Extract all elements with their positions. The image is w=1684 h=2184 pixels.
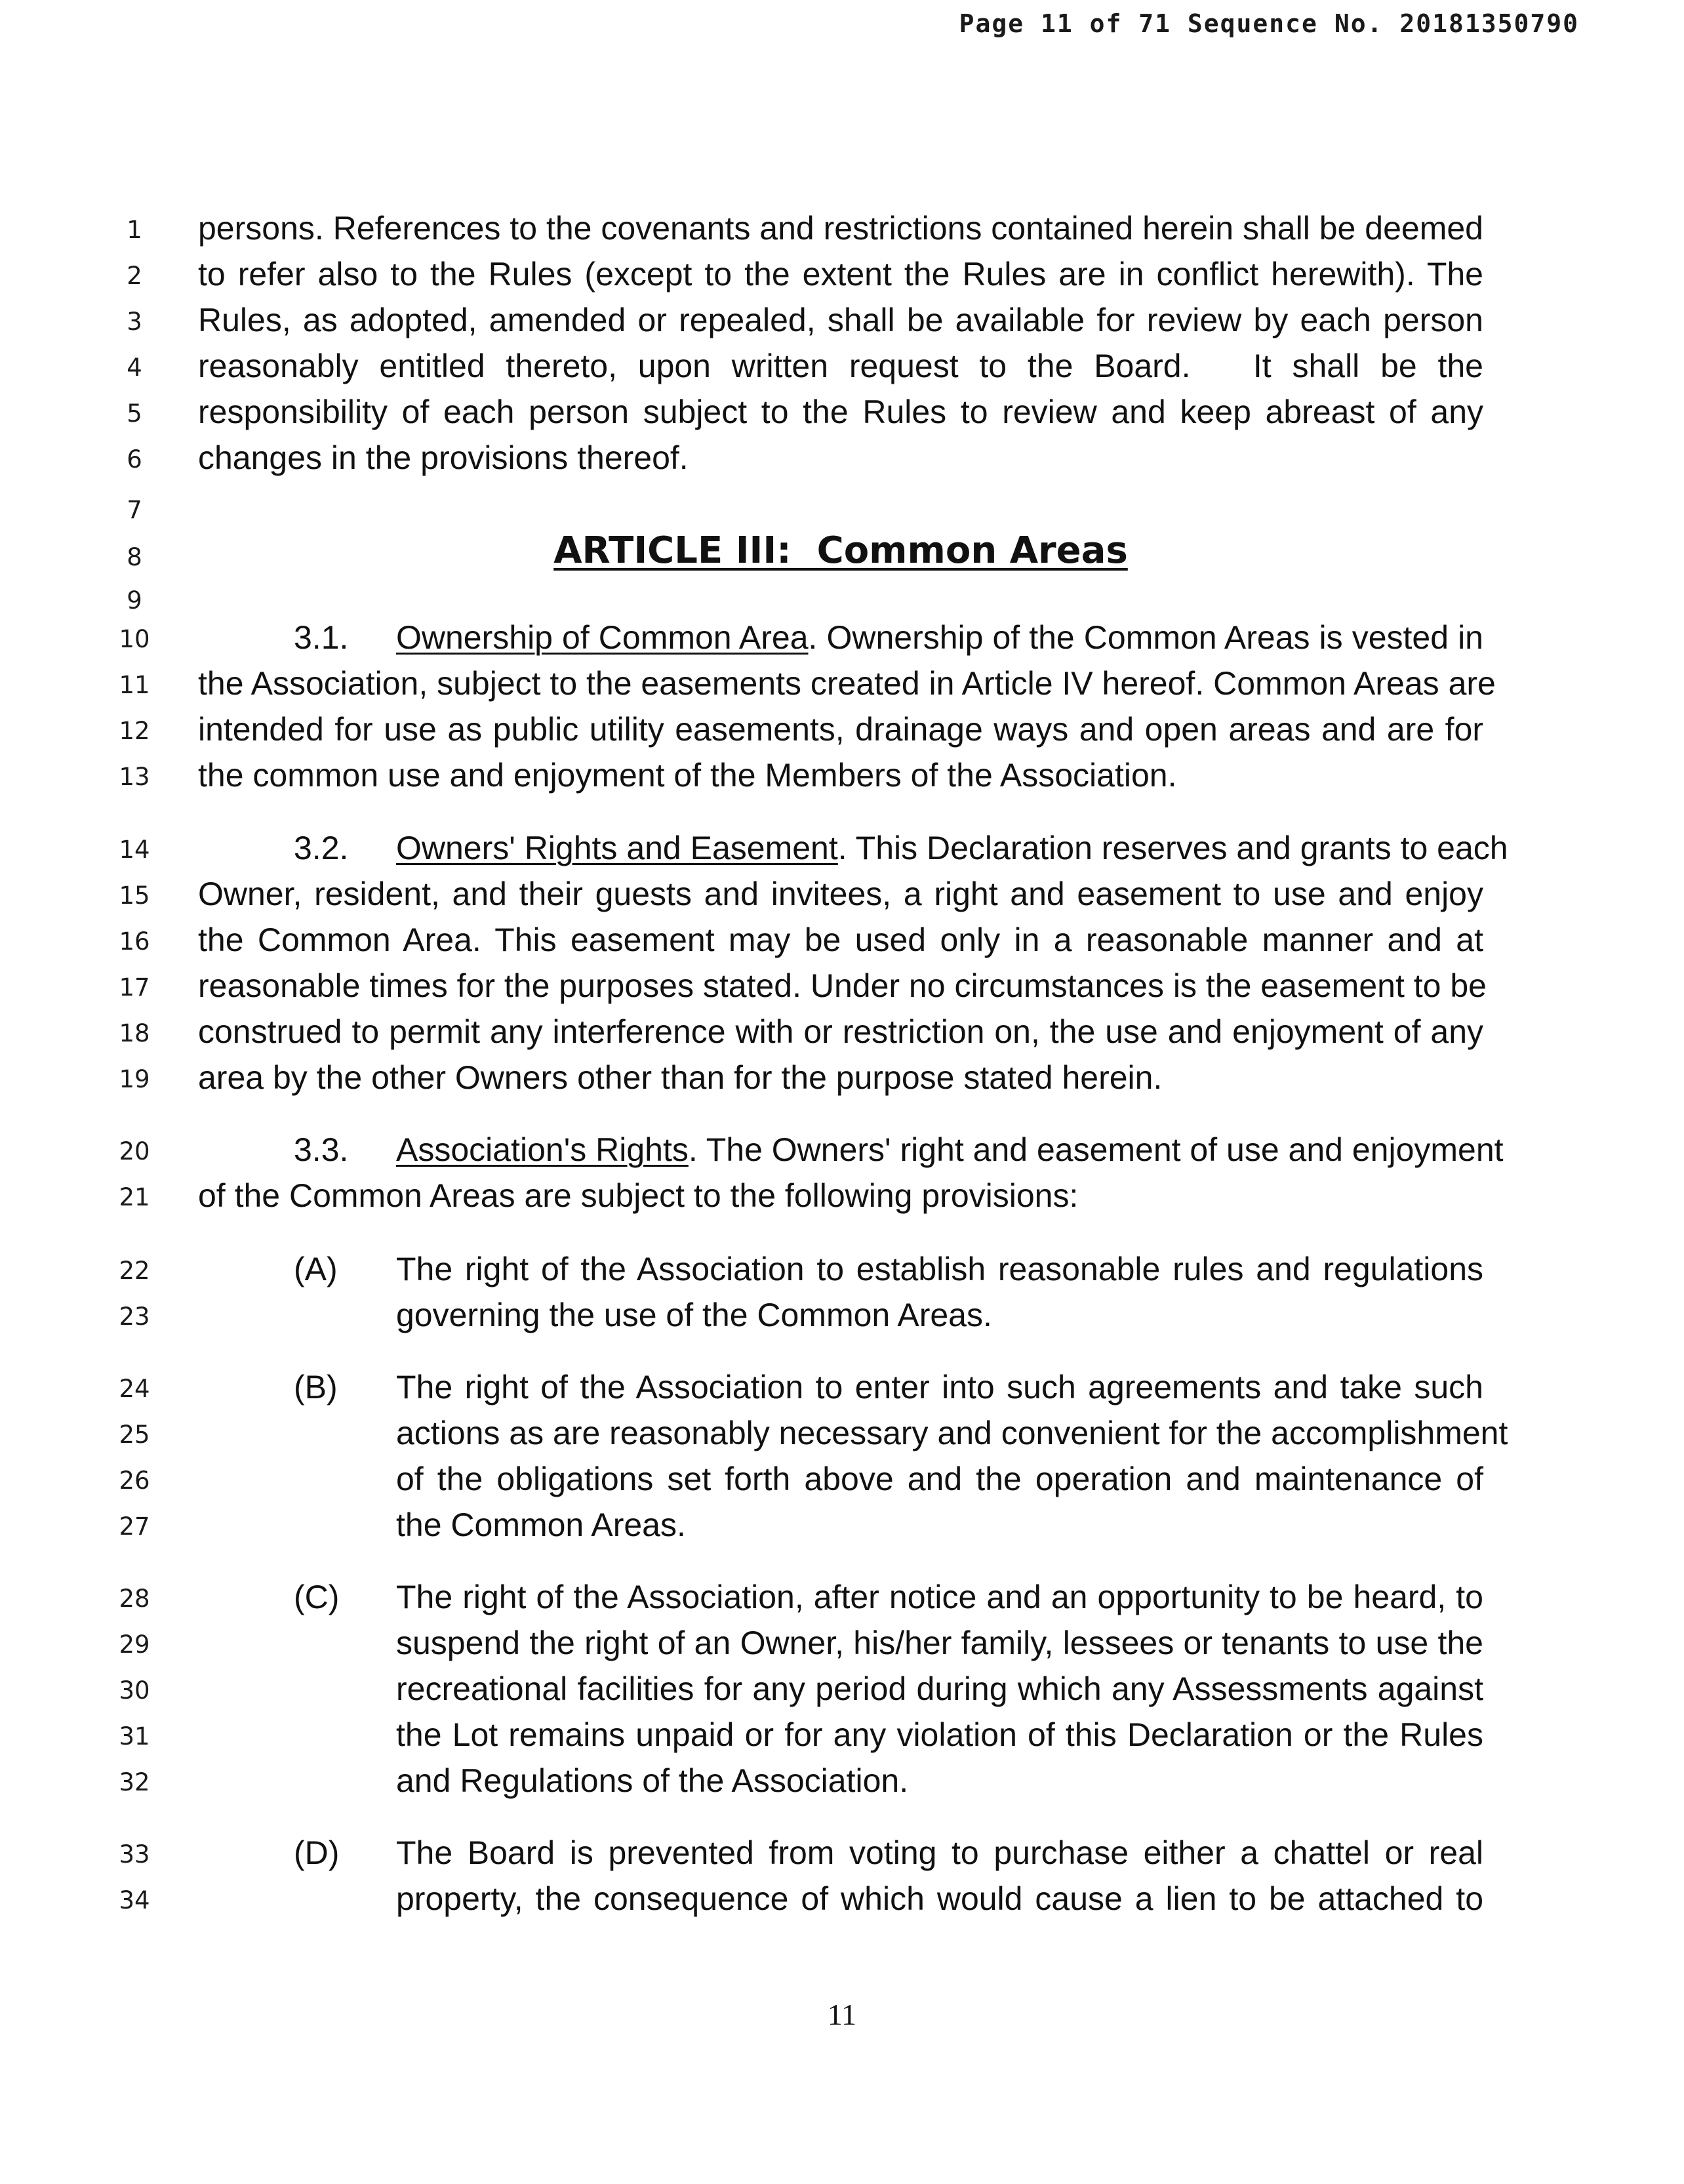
line-number: 9 (127, 586, 142, 615)
section-number: 3.2. (294, 830, 349, 866)
body-text-line: reasonably entitled thereto, upon written request to the Board. It shall be the (198, 348, 1483, 384)
body-text-line: the Common Area. This easement may be used only in a reasonable manner and at (198, 921, 1483, 958)
section-title: Ownership of Common Area (396, 619, 809, 656)
section-first-line (396, 1127, 1504, 1173)
item-text-line: The Board is prevented from voting to purchase either a chattel or real (396, 1834, 1483, 1871)
body-text-line: intended for use as public utility easements, drainage ways and open areas and are for (198, 711, 1483, 748)
line-number: 3 (127, 308, 142, 336)
section-text: . This Declaration reserves and grants to each (837, 830, 1508, 866)
line-number: 7 (127, 496, 142, 524)
line-number: 14 (119, 836, 150, 864)
line-number: 34 (119, 1886, 150, 1914)
item-text-line: the Lot remains unpaid or for any violation of this Declaration or the Rules (396, 1716, 1483, 1753)
body-text-line: responsibility of each person subject to the Rules to review and keep abreast of any (198, 394, 1483, 430)
item-text-line: of the obligations set forth above and the operation and maintenance of (396, 1461, 1483, 1497)
line-number: 20 (119, 1137, 150, 1165)
item-text-line: The right of the Association to establish reasonable rules and regulations (396, 1251, 1483, 1287)
section-number: 3.1. (294, 619, 349, 656)
line-number: 19 (119, 1065, 150, 1093)
line-number: 4 (127, 354, 142, 382)
item-label: (B) (294, 1369, 338, 1405)
line-number: 17 (119, 973, 150, 1001)
item-text-line: The right of the Association to enter into such agreements and take such (396, 1369, 1483, 1405)
line-number: 18 (119, 1019, 150, 1047)
line-number: 6 (127, 445, 142, 474)
line-number: 29 (119, 1630, 150, 1659)
item-text-line: governing the use of the Common Areas. (396, 1297, 992, 1333)
section-text: . Ownership of the Common Areas is vested in (808, 619, 1483, 656)
body-text-line: persons. References to the covenants and restrictions contained herein shall be deemed (198, 210, 1483, 247)
body-text-line: area by the other Owners other than for the purpose stated herein. (198, 1059, 1163, 1096)
section-first-line (396, 615, 1483, 660)
line-number: 8 (127, 543, 142, 571)
item-text-line: recreational facilities for any period during which any Assessments against (396, 1670, 1483, 1707)
item-text-line: the Common Areas. (396, 1507, 686, 1543)
line-number: 10 (119, 625, 150, 653)
article-heading: ARTICLE III: Common Areas (553, 529, 1128, 572)
line-number: 33 (119, 1840, 150, 1869)
body-text-line: Rules, as adopted, amended or repealed, shall be available for review by each person (198, 302, 1483, 338)
line-number: 22 (119, 1257, 150, 1285)
line-number: 23 (119, 1303, 150, 1331)
line-number: 1 (127, 216, 142, 244)
section-first-line (396, 825, 1508, 871)
line-number: 13 (119, 763, 150, 791)
body-text-line: Owner, resident, and their guests and invitees, a right and easement to use and enjoy (198, 876, 1483, 912)
item-label: (C) (294, 1579, 340, 1615)
line-number: 2 (127, 262, 142, 290)
line-number: 31 (119, 1722, 150, 1750)
body-text-line: reasonable times for the purposes stated. Under no circumstances is the easement to be (198, 967, 1487, 1004)
item-text-line: suspend the right of an Owner, his/her family, lessees or tenants to use the (396, 1625, 1483, 1661)
line-number: 25 (119, 1421, 150, 1449)
body-text-line: the Association, subject to the easements created in Article IV hereof. Common Areas are (198, 665, 1496, 702)
body-text-line: changes in the provisions thereof. (198, 439, 689, 476)
item-text-line: actions as are reasonably necessary and convenient for the accomplishment (396, 1415, 1508, 1451)
line-number: 27 (119, 1512, 150, 1541)
line-number: 24 (119, 1375, 150, 1403)
item-label: (D) (294, 1834, 340, 1871)
line-number: 26 (119, 1466, 150, 1495)
item-text-line: The right of the Association, after notice and an opportunity to be heard, to (396, 1579, 1483, 1615)
line-number: 11 (119, 671, 150, 699)
body-text-line: the common use and enjoyment of the Members of the Association. (198, 757, 1177, 794)
item-text-line: property, the consequence of which would cause a lien to be attached to (396, 1880, 1483, 1917)
item-label: (A) (294, 1251, 338, 1287)
section-number: 3.3. (294, 1131, 349, 1168)
body-text-line: of the Common Areas are subject to the following provisions: (198, 1177, 1079, 1214)
line-number: 5 (127, 399, 142, 428)
page-stamp: Page 11 of 71 Sequence No. 20181350790 (959, 9, 1579, 38)
section-text: . The Owners' right and easement of use and enjoyment (688, 1131, 1504, 1168)
line-number: 21 (119, 1183, 150, 1211)
line-number: 28 (119, 1585, 150, 1613)
item-text-line: and Regulations of the Association. (396, 1762, 909, 1799)
line-number: 32 (119, 1768, 150, 1796)
line-number: 16 (119, 927, 150, 956)
line-number: 15 (119, 881, 150, 910)
body-text-line: to refer also to the Rules (except to the extent the Rules are in conflict herewith). The (198, 256, 1483, 293)
body-text-line: construed to permit any interference with or restriction on, the use and enjoyment of any (198, 1013, 1483, 1050)
section-title: Association's Rights (396, 1131, 689, 1168)
line-number: 30 (119, 1676, 150, 1705)
section-title: Owners' Rights and Easement (396, 830, 838, 866)
page-number: 11 (827, 1998, 857, 2031)
line-number: 12 (119, 717, 150, 745)
